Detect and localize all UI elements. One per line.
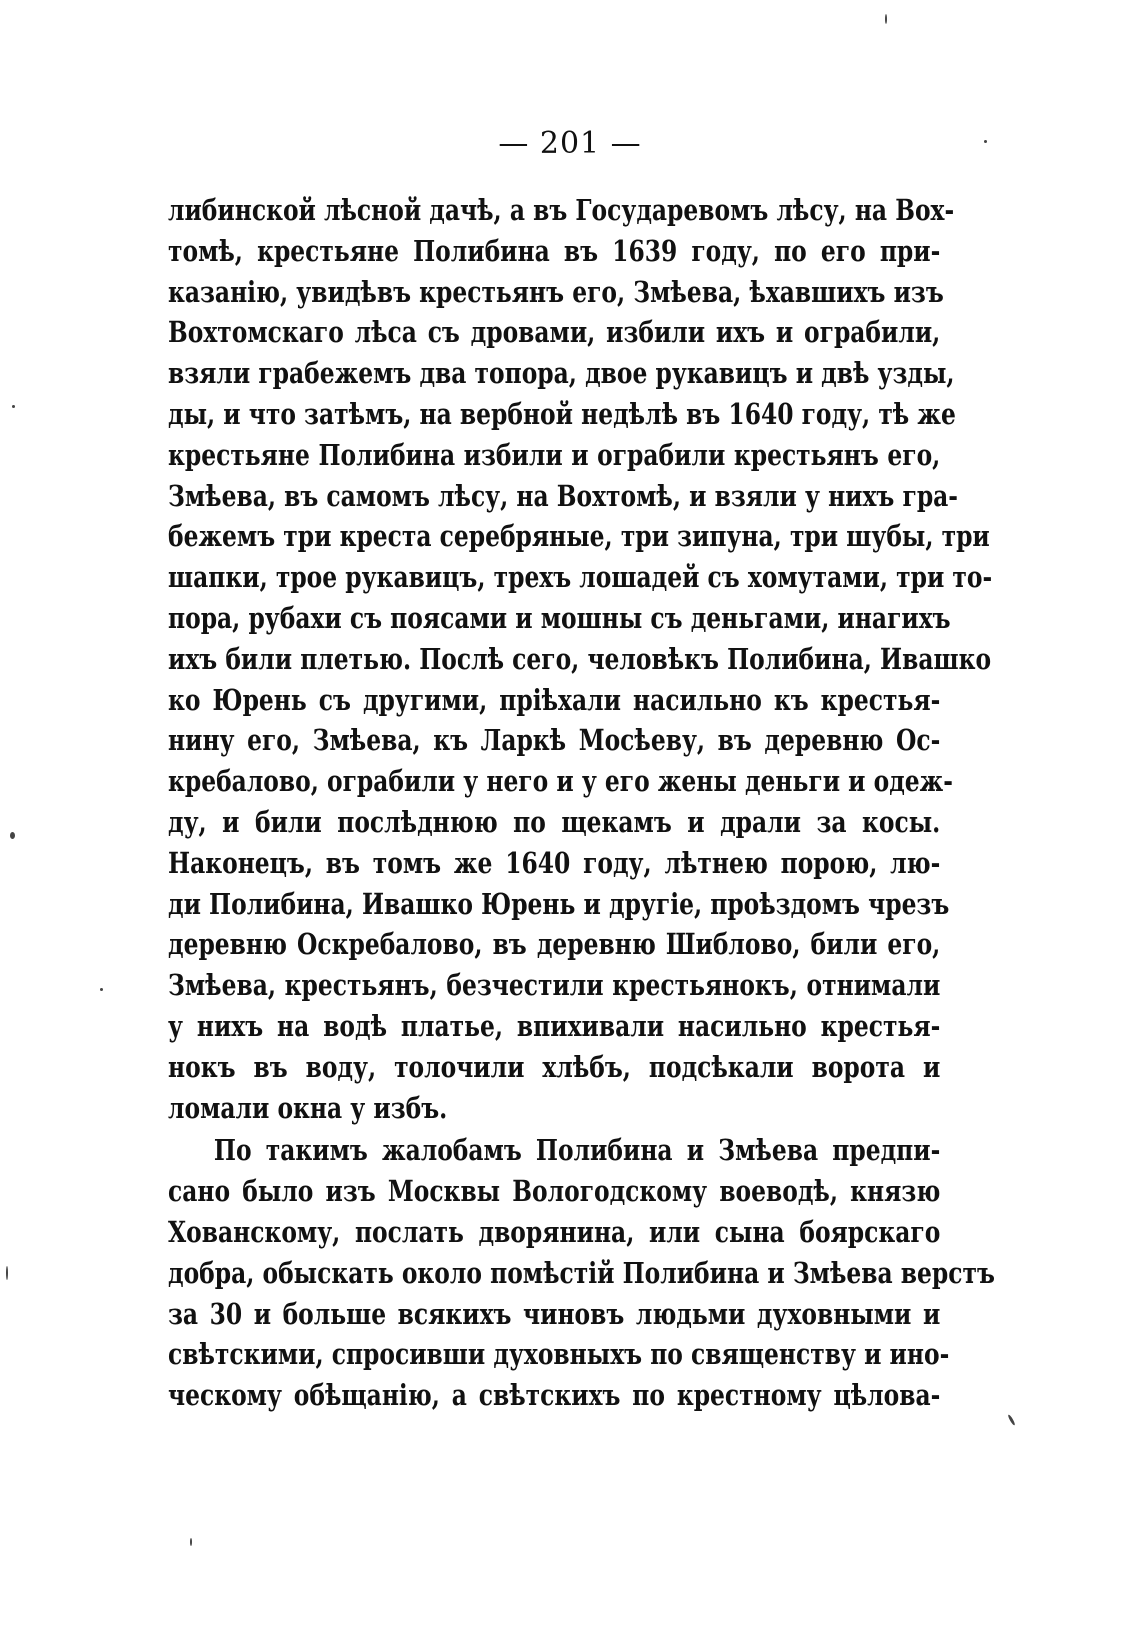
text-line: нину его, Змѣева, къ Ларкѣ Мосѣеву, въ деревню Ос- bbox=[168, 723, 941, 758]
scan-speck bbox=[10, 832, 15, 839]
scan-speck bbox=[100, 988, 103, 991]
text-line: нокъ въ воду, толочили хлѣбъ, подсѣкали ворота и bbox=[168, 1049, 941, 1084]
scan-speck bbox=[6, 1266, 8, 1280]
text-line: казанію, увидѣвъ крестьянъ его, Змѣева, ѣхавшихъ изъ bbox=[168, 274, 944, 309]
text-line: за 30 и больше всякихъ чиновъ людьми духовными и bbox=[168, 1296, 941, 1331]
text-line: либинской лѣсной дачѣ, а въ Государевомъ лѣсу, на Вох- bbox=[168, 193, 955, 227]
text-line: ко Юрень съ другими, пріѣхали насильно къ крестья- bbox=[168, 682, 941, 717]
text-line: Хованскому, послать дворянина, или сына боярскаго bbox=[168, 1214, 941, 1249]
scan-speck bbox=[12, 405, 15, 408]
text-line: свѣтскими, спросивши духовныхъ по священству и ино- bbox=[168, 1337, 950, 1372]
scan-speck bbox=[885, 14, 887, 24]
text-line: у нихъ на водѣ платье, впихивали насильно крестья- bbox=[168, 1008, 941, 1043]
text-line: ломали окна у избъ. bbox=[168, 1090, 448, 1125]
text-line: ихъ били плетью. Послѣ сего, человѣкъ Полибина, Ивашко bbox=[168, 641, 992, 676]
text-line: пора, рубахи съ поясами и мошны съ деньгами, инагихъ bbox=[168, 600, 951, 635]
text-line: деревню Оскребалово, въ деревню Шиблово, били его, bbox=[168, 927, 941, 962]
text-line: ди Полибина, Ивашко Юрень и другіе, проѣздомъ чрезъ bbox=[168, 886, 950, 921]
scan-speck bbox=[984, 140, 987, 143]
text-line: крестьяне Полибина избили и ограбили крестьянъ его, bbox=[168, 437, 941, 472]
paragraph-1 bbox=[168, 190, 993, 1128]
text-line: Вохтомскаго лѣса съ дровами, избили ихъ и ограбили, bbox=[168, 315, 941, 350]
text-line: По такимъ жалобамъ Полибина и Змѣева предпи- bbox=[213, 1133, 941, 1168]
text-line: ды, и что затѣмъ, на вербной недѣлѣ въ 1640 году, тѣ же bbox=[168, 396, 956, 431]
paragraph-2 bbox=[168, 1130, 995, 1416]
scan-speck bbox=[190, 1538, 192, 1546]
text-line: Змѣева, крестьянъ, безчестили крестьянокъ, отнимали bbox=[168, 968, 941, 1003]
text-line: Наконецъ, въ томъ же 1640 году, лѣтнею порою, лю- bbox=[168, 845, 941, 880]
scan-speck bbox=[1007, 1414, 1016, 1426]
text-line: Змѣева, въ самомъ лѣсу, на Вохтомѣ, и взяли у нихъ гра- bbox=[168, 478, 959, 513]
body-text bbox=[168, 190, 995, 1416]
text-line: сано было изъ Москвы Вологодскому воеводѣ, князю bbox=[168, 1174, 941, 1209]
text-line: бежемъ три креста серебряные, три зипуна, три шубы, три bbox=[168, 519, 990, 554]
text-line: взяли грабежемъ два топора, двое рукавицъ и двѣ узды, bbox=[168, 356, 955, 391]
text-line: ческому обѣщанію, а свѣтскихъ по крестному цѣлова- bbox=[168, 1378, 941, 1413]
text-line: шапки, трое рукавицъ, трехъ лошадей съ хомутами, три то- bbox=[168, 560, 993, 595]
page-number: — 201 — bbox=[498, 126, 642, 161]
text-line: ду, и били послѣднюю по щекамъ и драли за косы. bbox=[168, 804, 941, 839]
text-line: кребалово, ограбили у него и у его жены деньги и одеж- bbox=[168, 764, 953, 799]
text-line: томѣ, крестьяне Полибина въ 1639 году, по его при- bbox=[168, 233, 941, 268]
text-line: добра, обыскать около помѣстій Полибина и Змѣева верстъ bbox=[168, 1255, 995, 1290]
